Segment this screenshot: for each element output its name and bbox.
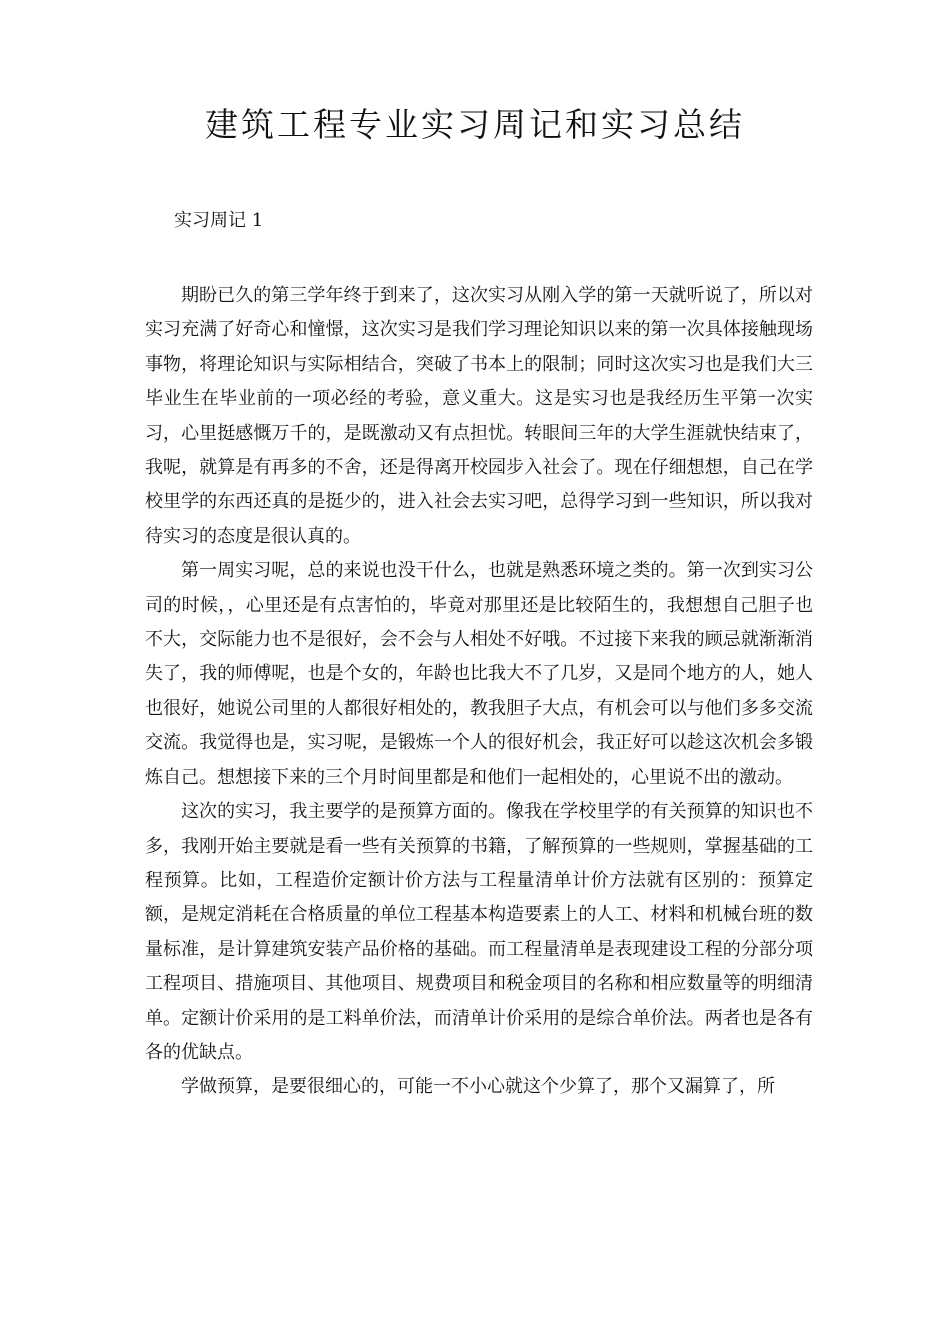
document-title: 建筑工程专业实习周记和实习总结 bbox=[205, 105, 745, 144]
section-heading: 实习周记 1 bbox=[174, 210, 264, 231]
paragraph: 第一周实习呢，总的来说也没干什么，也就是熟悉环境之类的。第一次到实习公司的时候，，心里还是有点害怕的，毕竟对那里还是比较陌生的，我想想自己胆子也不大，交际能力也不是很好，会不会与人相处不好哦。不过接下来我的顾忌就渐渐消失了，我的师傅呢，也是个女的，年龄也比我大不了几岁，又是同个地方的人，她人也很好，她说公司里的人都很好相处的，教我胆子大点，有机会可以与他们多多交流交流。我觉得也是，实习呢，是锻炼一个人的很好机会，我正好可以趁这次机会多锻炼自己。想想接下来的三个月时间里都是和他们一起相处的，心里说不出的激动。 bbox=[145, 560, 813, 788]
paragraph: 期盼已久的第三学年终于到来了，这次实习从刚入学的第一天就听说了，所以对实习充满了好奇心和憧憬，这次实习是我们学习理论知识以来的第一次具体接触现场事物，将理论知识与实际相结合，突破了书本上的限制；同时这次实习也是我们大三毕业生在毕业前的一项必经的考验，意义重大。这是实习也是我经历生平第一次实习，心里挺感慨万千的，是既激动又有点担忧。转眼间三年的大学生涯就快结束了，我呢，就算是有再多的不舍，还是得离开校园步入社会了。现在仔细想想，自己在学校里学的东西还真的是挺少的，进入社会去实习吧，总得学习到一些知识，所以我对待实习的态度是很认真的。 bbox=[145, 285, 813, 547]
paragraph: 学做预算，是要很细心的，可能一不小心就这个少算了，那个又漏算了，所 bbox=[181, 1076, 775, 1098]
paragraph: 这次的实习，我主要学的是预算方面的。像我在学校里学的有关预算的知识也不多，我刚开始主要就是看一些有关预算的书籍，了解预算的一些规则，掌握基础的工程预算。比如，工程造价定额计价方法与工程量清单计价方法就有区别的：预算定额，是规定消耗在合格质量的单位工程基本构造要素上的人工、材料和机械台班的数量标准，是计算建筑安装产品价格的基础。而工程量清单是表现建设工程的分部分项工程项目、措施项目、其他项目、规费项目和税金项目的名称和相应数量等的明细清单。定额计价采用的是工料单价法，而清单计价采用的是综合单价法。两者也是各有各的优缺点。 bbox=[145, 801, 813, 1063]
body-text bbox=[145, 279, 813, 1105]
